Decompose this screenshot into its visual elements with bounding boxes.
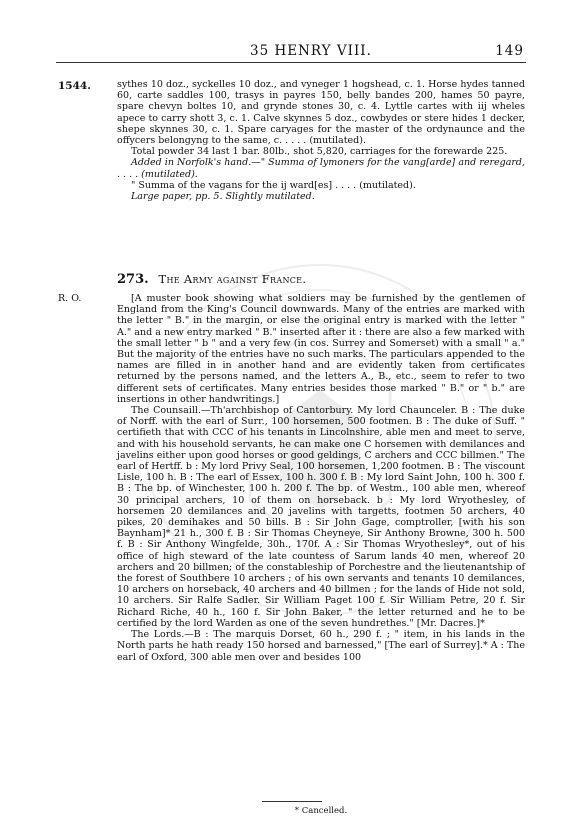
total-line: Total powder 34 last 1 bar. 80lb., shot 5,820, carriages for the forewarde 225. [131, 146, 508, 158]
paper-note: Large paper, pp. 5. Slightly mutilated. [131, 191, 315, 203]
footnote: * Cancelled. [294, 806, 348, 816]
entry-heading [117, 272, 525, 287]
entry-body [117, 293, 525, 663]
margin-source: R. O. [58, 293, 82, 304]
vagans-line: " Summa of the vagans for the ij ward[es] . . . . (mutilated). [131, 179, 416, 191]
norfolk-note: Added in Norfolk's hand.—" Summa of lymoners for the vang[arde] and reregard, . . . . (mutilated). [117, 157, 525, 180]
running-head-title: 35 HENRY VIII. [250, 43, 372, 59]
footnote-rule [262, 801, 322, 802]
entry-paragraph-intro: [A muster book showing what soldiers may be furnished by the gentlemen of England from the King's Council downwards. Many of the entries are marked with the letter " B." in the margin, or else the original entry is marked with the letter " A." and a new entry marked " B." inserted after it : there are also a few marked with the small letter " b " and a very few (in cos. Surrey and Somerset) with a small " a." But the majority of the entries have no such marks. The particulars appended to the names are filled in in another hand and are evidently taken from certificates returned by the persons named, and the letters A., B., etc., seem to refer to two different sets of certificates. Many entries besides those marked " B." or " b." are insertions in other handwritings.] [117, 293, 525, 405]
entry-paragraph-counsaill: The Counsaill.—Th'archbishop of Cantorbury. My lord Chaunceler. B : The duke of Norff. with the earl of Surr., 100 horsemen, 500 footmen. B : The duke of Suff. " certifieth that with CCC of his tenants in Lincolnshire, able men and meet to serve, and with his household servants, he can make one C horsemen with demilances and javelins either upon good horses or good geldings, C archers and CCC billmen." The earl of Hertff. b : My lord Privy Seal, 100 horsemen, 1,200 footmen. B : The viscount Lisle, 100 h. B : The earl of Essex, 100 h. 300 f. B : My lord Saint John, 100 h. 300 f. B : The bp. of Winchester, 100 h. 200 f. The bp. of Westm., 100 able men, whereof 30 principal archers, 10 of them on horseback. b : My lord Wryothesley, of horsemen 20 demilances and 20 javelins with targetts, footmen 50 archers, 40 pikes, 20 demihakes and 50 bills. B : Sir John Gage, comptroller, [with his son Baynham]* 21 h., 300 f. B : Sir Thomas Cheyneye, Sir Anthony Browne, 300 h. 500 f. B : Sir Anthony Wingfelde, 30h., 170f. A : Sir Thomas Wryothesley*, out of his office of high steward of the late countess of Sarum lands 40 men, whereof 20 archers and 20 billmen; of the constableship of Porchestre and the lieutenantship of the forest of Southbere 10 archers ; of his own servants and tenants 10 demilances, 10 archers on horseback, 40 archers and 40 billmen ; for the lands of Hide not sold, 10 archers. Sir Ralfe Sadler. Sir William Paget 100 f. Sir William Petre, 20 f. Sir Richard Riche, 40 h., 160 f. Sir John Baker, " the letter returned and he to be certified by the lord Warden as one of the seven hundrethes." [Mr. Dacres.]* [117, 405, 525, 629]
page-number: 149 [495, 43, 524, 59]
top-section [117, 79, 525, 202]
top-paragraph: sythes 10 doz., syckelles 10 doz., and vyneger 1 hogshead, c. 1. Horse hydes tanned 60, carte saddles 100, trasys in payres 150, belly bandes 200, hames 50 payre, spare chevyn boltes 10, and grynde stones 30, c. 4. Lyttle cartes with iij wheles apece to carry shott 3, c. 1. Calve skynnes 5 doz., cowbydes or stere hides 1 decker, shepe skynnes 30, c. 1. Spare caryages for the master of the ordynaunce and the offycers belongyng to the same, c. . . . . (mutilated). [117, 79, 525, 147]
entry-title: The Army against France. [158, 272, 307, 286]
header-rule [56, 62, 526, 63]
entry-number: 273. [117, 272, 149, 287]
running-head [100, 43, 540, 59]
margin-year: 1544. [58, 80, 91, 92]
entry-paragraph-lords: The Lords.—B : The marquis Dorset, 60 h., 290 f. ; " item, in his lands in the North parts he hath ready 150 horsed and barnessed," [The earl of Surrey].* A : The earl of Oxford, 300 able men over and besides 100 [117, 629, 525, 663]
